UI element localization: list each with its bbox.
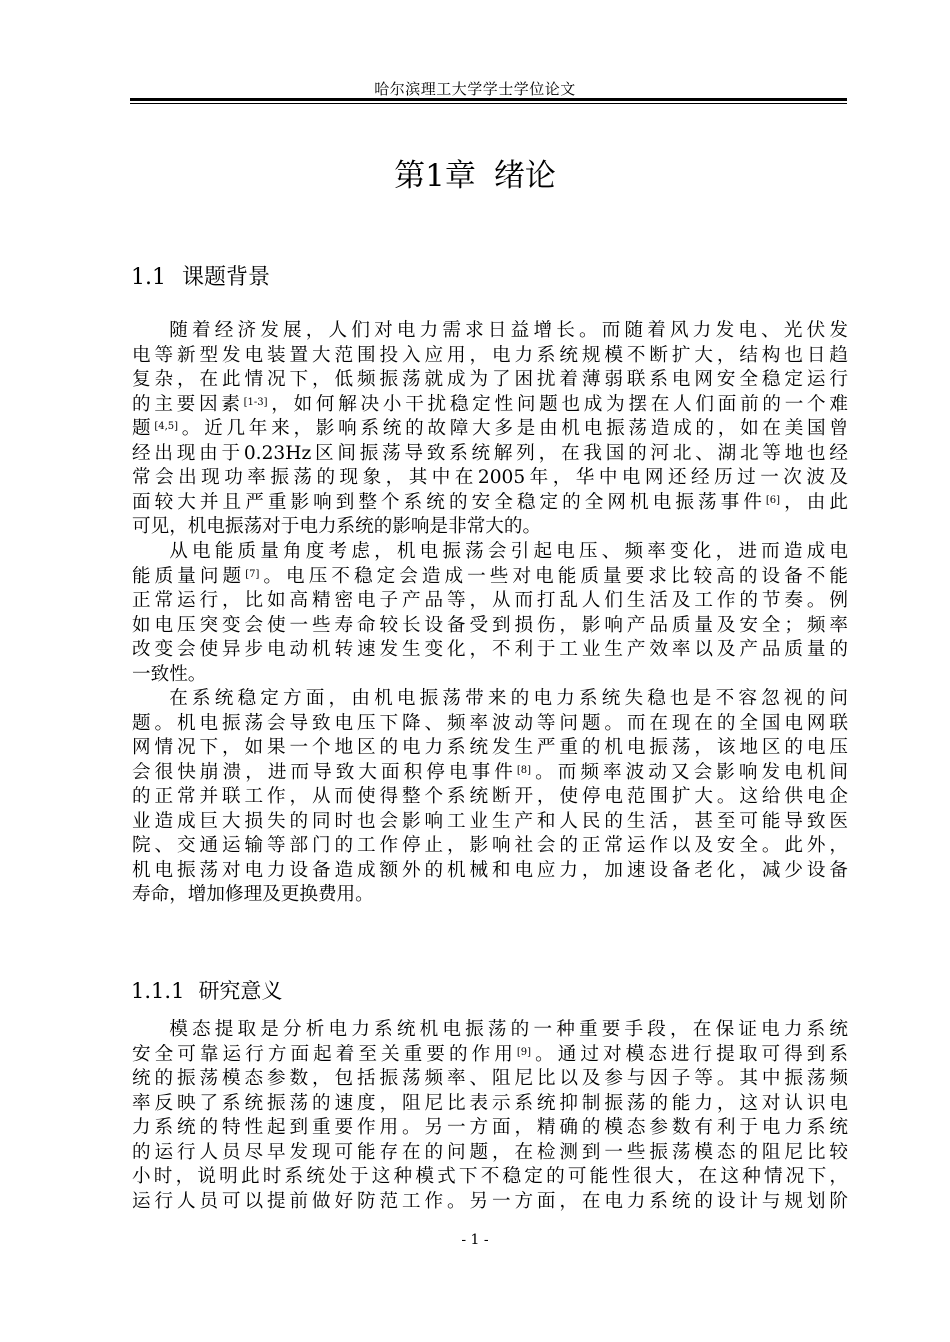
citation-ref: [6] xyxy=(765,494,781,506)
header-rule-thick xyxy=(130,98,847,101)
subsection-number: 1.1.1 xyxy=(131,979,185,1003)
text-line: 会很快崩溃，进而导致大面积停电事件[8]。而频率波动又会影响发电机间 xyxy=(132,761,848,783)
paragraph-4 xyxy=(132,1018,848,1214)
text-line: 从电能质量角度考虑，机电振荡会引起电压、频率变化，进而造成电 xyxy=(169,541,848,562)
section-title: 课题背景 xyxy=(182,265,271,290)
paragraph-2 xyxy=(132,540,848,687)
text-line: 寿命，增加修理及更换费用。 xyxy=(132,884,374,906)
text-line: 机电振荡对电力设备造成额外的机械和电应力，加速设备老化，减少设备 xyxy=(132,859,848,881)
citation-ref: [4,5] xyxy=(154,421,179,433)
paragraph-1 xyxy=(132,319,848,540)
text-line: 常会出现功率振荡的现象，其中在2005年，华中电网还经历过一次波及 xyxy=(132,467,848,489)
text-line: 面较大并且严重影响到整个系统的安全稳定的全网机电振荡事件[6]，由此 xyxy=(132,491,848,513)
citation-ref: [1-3] xyxy=(243,396,268,408)
text-line: 的运行人员尽早发现可能存在的问题，在检测到一些振荡模态的阻尼比较 xyxy=(132,1141,848,1163)
subsection-heading xyxy=(131,975,282,1005)
text-line: 如电压突变会使一些寿命较长设备受到损伤，影响产品质量及安全；频率 xyxy=(132,614,848,636)
text-line: 一致性。 xyxy=(132,663,207,685)
text-line: 正常运行，比如高精密电子产品等，从而打乱人们生活及工作的节奏。例 xyxy=(132,590,848,612)
text-line: 改变会使异步电动机转速发生变化，不利于工业生产效率以及产品质量的 xyxy=(132,639,848,661)
text-line: 题[4,5]。近几年来，影响系统的故障大多是由机电振荡造成的，如在美国曾 xyxy=(132,418,848,440)
text-line: 业造成巨大损失的同时也会影响工业生产和人民的生活，甚至可能导致医 xyxy=(132,810,848,832)
text-line: 复杂，在此情况下，低频振荡就成为了困扰着薄弱联系电网安全稳定运行 xyxy=(132,369,848,391)
text-line: 率反映了系统振荡的速度，阻尼比表示系统抑制振荡的能力，这对认识电 xyxy=(132,1092,848,1114)
citation-ref: [7] xyxy=(245,568,260,580)
text-line: 安全可靠运行方面起着至关重要的作用[9]。通过对模态进行提取可得到系 xyxy=(132,1043,848,1065)
text-line: 模态提取是分析电力系统机电振荡的一种重要手段，在保证电力系统 xyxy=(169,1019,848,1040)
running-header: 哈尔滨理工大学学士学位论文 xyxy=(374,80,576,98)
header-rule-thin xyxy=(130,103,847,104)
chapter-title xyxy=(0,150,950,195)
citation-ref: [8] xyxy=(516,764,532,776)
text-line: 的正常并联工作，从而使得整个系统断开，使停电范围扩大。这给供电企 xyxy=(132,786,848,808)
text-line: 能质量问题[7]。电压不稳定会造成一些对电能质量要求比较高的设备不能 xyxy=(132,565,848,587)
text-line: 电等新型发电装置大范围投入应用，电力系统规模不断扩大，结构也日趋 xyxy=(132,344,848,366)
text-line: 经出现由于0.23Hz区间振荡导致系统解列，在我国的河北、湖北等地也经 xyxy=(132,442,848,464)
subsection-title: 研究意义 xyxy=(198,979,283,1003)
section-heading xyxy=(131,260,270,291)
text-line: 统的振荡模态参数，包括振荡频率、阻尼比以及参与因子等。其中振荡频 xyxy=(132,1068,848,1090)
text-line: 网情况下，如果一个地区的电力系统发生严重的机电振荡，该地区的电压 xyxy=(132,737,848,759)
text-line: 题。机电振荡会导致电压下降、频率波动等问题。而在现在的全国电网联 xyxy=(132,712,848,734)
text-line: 力系统的特性起到重要作用。另一方面，精确的模态参数有利于电力系统 xyxy=(132,1117,848,1139)
text-line: 随着经济发展，人们对电力需求日益增长。而随着风力发电、光伏发 xyxy=(169,320,848,341)
chapter-number: 第1章 xyxy=(394,158,476,194)
text-line: 在系统稳定方面，由机电振荡带来的电力系统失稳也是不容忽视的问 xyxy=(169,688,848,709)
text-line: 可见，机电振荡对于电力系统的影响是非常大的。 xyxy=(132,516,542,538)
text-line: 的主要因素[1-3]，如何解决小干扰稳定性问题也成为摆在人们面前的一个难 xyxy=(132,393,848,415)
chapter-name: 绪论 xyxy=(493,158,556,194)
section-number: 1.1 xyxy=(131,265,166,290)
text-line: 小时，说明此时系统处于这种模式下不稳定的可能性很大，在这种情况下， xyxy=(132,1166,848,1188)
text-line: 运行人员可以提前做好防范工作。另一方面，在电力系统的设计与规划阶 xyxy=(132,1190,848,1212)
text-line: 院、交通运输等部门的工作停止，影响社会的正常运作以及安全。此外， xyxy=(132,835,848,857)
citation-ref: [9] xyxy=(516,1046,532,1058)
page-number: - 1 - xyxy=(461,1232,489,1248)
paragraph-3 xyxy=(132,687,848,908)
